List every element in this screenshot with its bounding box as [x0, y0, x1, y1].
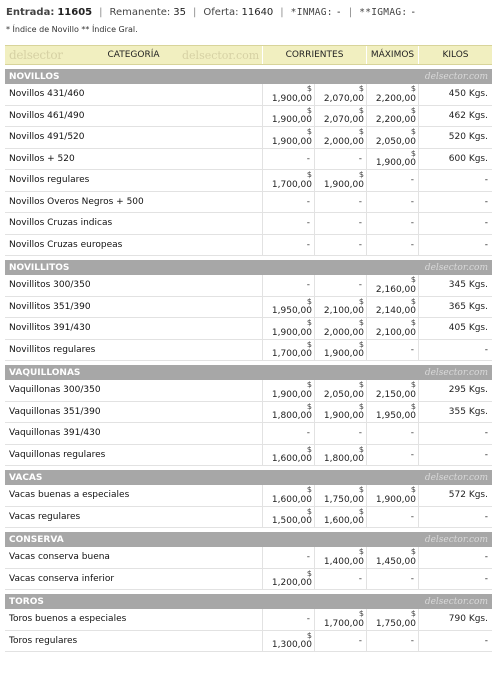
currency-symbol: $ [358, 127, 364, 136]
table-row [5, 297, 492, 319]
currency-symbol: $ [410, 401, 416, 411]
corrientes-min-cell [263, 235, 315, 256]
kilos-cell: 520 Kgs. [448, 132, 488, 143]
section-watermark: delsector.com [424, 262, 488, 273]
inmag-value: - [335, 6, 342, 18]
currency-symbol: $ [358, 105, 364, 115]
igmag-value: - [410, 6, 417, 18]
currency-symbol: $ [410, 296, 416, 306]
currency-symbol: $ [410, 84, 416, 93]
currency-symbol: $ [358, 506, 364, 516]
row-category: Novillos Overos Negros + 500 [5, 192, 263, 213]
currency-symbol: $ [306, 568, 312, 578]
remanente-stat [110, 7, 187, 18]
maximos-cell [367, 507, 419, 528]
kilos-cell: - [484, 635, 488, 646]
corrientes-min-cell [263, 340, 315, 361]
empty-value: - [306, 428, 310, 439]
oferta-value: 11640 [241, 6, 274, 18]
price-value: 1,600,00 [271, 494, 312, 505]
kilos-cell: 462 Kgs. [448, 110, 488, 121]
empty-value: - [358, 280, 362, 291]
price-value: 1,750,00 [375, 618, 416, 629]
empty-value: - [410, 511, 414, 522]
currency-symbol: $ [306, 170, 312, 179]
corrientes-max-cell [315, 149, 367, 170]
section-watermark: delsector.com [424, 596, 488, 607]
empty-value: - [358, 635, 362, 646]
maximos-cell [367, 127, 419, 148]
kilos-cell: - [484, 239, 488, 250]
corrientes-max-cell [315, 609, 367, 630]
currency-symbol: $ [358, 339, 364, 349]
corrientes-min-cell [263, 423, 315, 444]
table-header [5, 45, 492, 65]
igmag-stat [359, 7, 416, 18]
currency-symbol: $ [306, 485, 312, 494]
corrientes-min-cell [263, 213, 315, 234]
kilos-cell: 345 Kgs. [448, 280, 488, 291]
row-category: Novillos 431/460 [5, 84, 263, 105]
table-row [5, 402, 492, 424]
corrientes-min-cell [263, 609, 315, 630]
corrientes-min-cell [263, 507, 315, 528]
table-row [5, 631, 492, 653]
section-watermark: delsector.com [424, 71, 488, 82]
price-value: 2,150,00 [375, 389, 416, 400]
currency-symbol: $ [358, 318, 364, 327]
price-value: 1,800,00 [271, 411, 312, 421]
kilos-cell: 295 Kgs. [448, 385, 488, 396]
currency-symbol: $ [358, 84, 364, 93]
maximos-cell [367, 547, 419, 568]
empty-value: - [358, 428, 362, 439]
remanente-label: Remanente: [109, 6, 171, 18]
currency-symbol: $ [358, 547, 364, 556]
section-header [5, 365, 492, 380]
price-value: 2,050,00 [323, 389, 364, 400]
row-category: Toros regulares [5, 631, 263, 652]
kilos-cell: 790 Kgs. [448, 614, 488, 625]
price-value: 1,900,00 [323, 411, 364, 421]
price-value: 2,000,00 [323, 327, 364, 338]
row-category: Vacas conserva buena [5, 547, 263, 568]
row-category: Novillitos 300/350 [5, 275, 263, 296]
price-value: 1,700,00 [271, 179, 312, 190]
table-row [5, 84, 492, 106]
corrientes-max-cell [315, 235, 367, 256]
kilos-cell: 572 Kgs. [448, 490, 488, 501]
empty-value: - [358, 573, 362, 584]
empty-value: - [358, 218, 362, 229]
currency-symbol: $ [410, 127, 416, 136]
maximos-cell [367, 380, 419, 401]
entrada-value: 11605 [57, 6, 93, 18]
corrientes-min-cell [263, 170, 315, 191]
kilos-cell: - [484, 552, 488, 563]
empty-value: - [358, 196, 362, 207]
currency-symbol: $ [410, 105, 416, 115]
maximos-cell [367, 609, 419, 630]
corrientes-max-cell [315, 423, 367, 444]
price-value: 2,140,00 [375, 306, 416, 316]
price-value: 2,200,00 [375, 93, 416, 104]
price-value: 1,200,00 [271, 578, 312, 588]
separator: | [193, 6, 197, 18]
corrientes-max-cell [315, 485, 367, 506]
table-row [5, 547, 492, 569]
table-row [5, 609, 492, 631]
kilos-cell: - [484, 511, 488, 522]
kilos-cell: - [484, 573, 488, 584]
section-title: NOVILLOS [9, 71, 60, 82]
corrientes-min-cell [263, 547, 315, 568]
currency-symbol: $ [410, 609, 416, 618]
corrientes-min-cell [263, 485, 315, 506]
kilos-cell: - [484, 449, 488, 460]
maximos-cell [367, 192, 419, 213]
price-value: 1,750,00 [323, 494, 364, 505]
price-value: 1,900,00 [375, 494, 416, 505]
section-header [5, 69, 492, 84]
corrientes-min-cell [263, 106, 315, 127]
corrientes-max-cell [315, 402, 367, 423]
header-kilos: KILOS [442, 50, 469, 60]
table-row [5, 423, 492, 445]
table-row [5, 380, 492, 402]
maximos-cell [367, 213, 419, 234]
price-value: 1,950,00 [271, 306, 312, 316]
table-row [5, 275, 492, 297]
table-row [5, 235, 492, 257]
kilos-cell: - [484, 218, 488, 229]
separator: | [348, 6, 353, 18]
entrada-stat [6, 7, 92, 18]
table-row [5, 106, 492, 128]
row-category: Novillos 461/490 [5, 106, 263, 127]
corrientes-max-cell [315, 569, 367, 590]
currency-symbol: $ [306, 401, 312, 411]
empty-value: - [410, 449, 414, 460]
empty-value: - [410, 635, 414, 646]
section-rows [5, 485, 492, 528]
remanente-value: 35 [173, 6, 187, 18]
price-value: 1,400,00 [323, 556, 364, 567]
corrientes-max-cell [315, 106, 367, 127]
table-row [5, 318, 492, 340]
row-category: Novillos regulares [5, 170, 263, 191]
price-table [5, 45, 492, 652]
currency-symbol: $ [306, 105, 312, 115]
corrientes-max-cell [315, 192, 367, 213]
kilos-cell: - [484, 196, 488, 207]
currency-symbol: $ [358, 296, 364, 306]
row-category: Novillitos 391/430 [5, 318, 263, 339]
price-value: 1,900,00 [375, 158, 416, 168]
section-rows [5, 609, 492, 652]
currency-symbol: $ [306, 318, 312, 327]
price-value: 1,500,00 [271, 516, 312, 526]
empty-value: - [306, 552, 310, 563]
kilos-cell: 355 Kgs. [448, 406, 488, 417]
price-value: 1,600,00 [323, 516, 364, 526]
corrientes-max-cell [315, 170, 367, 191]
row-category: Novillos + 520 [5, 149, 263, 170]
corrientes-min-cell [263, 402, 315, 423]
row-category: Novillitos regulares [5, 340, 263, 361]
section-title: TOROS [9, 596, 44, 607]
currency-symbol: $ [306, 127, 312, 136]
section-watermark: delsector.com [424, 367, 488, 378]
separator: | [99, 6, 103, 18]
currency-symbol: $ [410, 485, 416, 494]
price-value: 2,200,00 [375, 115, 416, 125]
table-row [5, 485, 492, 507]
currency-symbol: $ [306, 296, 312, 306]
entrada-label: Entrada: [6, 6, 55, 18]
price-value: 1,900,00 [271, 327, 312, 338]
kilos-cell: 365 Kgs. [448, 301, 488, 312]
table-row [5, 170, 492, 192]
delsector-logo: delsector [9, 48, 63, 62]
empty-value: - [306, 218, 310, 229]
maximos-cell [367, 297, 419, 318]
currency-symbol: $ [410, 547, 416, 556]
corrientes-min-cell [263, 275, 315, 296]
currency-symbol: $ [306, 444, 312, 454]
section-title: VAQUILLONAS [9, 367, 81, 378]
price-value: 1,900,00 [323, 349, 364, 359]
header-categoria-label: CATEGORÍA [107, 50, 160, 60]
market-summary-bar [6, 3, 491, 21]
inmag-stat [291, 7, 342, 18]
table-row [5, 340, 492, 362]
corrientes-min-cell [263, 569, 315, 590]
section-rows [5, 380, 492, 466]
price-value: 2,100,00 [323, 306, 364, 316]
row-category: Novillos 491/520 [5, 127, 263, 148]
maximos-cell [367, 170, 419, 191]
row-category: Vacas conserva inferior [5, 569, 263, 590]
empty-value: - [410, 218, 414, 229]
empty-value: - [306, 280, 310, 291]
section-header [5, 470, 492, 485]
corrientes-min-cell [263, 127, 315, 148]
section-rows [5, 547, 492, 590]
price-value: 1,300,00 [271, 640, 312, 650]
corrientes-min-cell [263, 297, 315, 318]
corrientes-min-cell [263, 84, 315, 105]
maximos-cell [367, 423, 419, 444]
empty-value: - [306, 153, 310, 164]
row-category: Vaquillonas regulares [5, 445, 263, 466]
currency-symbol: $ [358, 380, 364, 389]
price-value: 1,450,00 [375, 556, 416, 567]
currency-symbol: $ [306, 506, 312, 516]
currency-symbol: $ [358, 170, 364, 179]
price-value: 1,950,00 [375, 411, 416, 421]
header-categoria [5, 46, 263, 64]
corrientes-min-cell [263, 192, 315, 213]
currency-symbol: $ [306, 630, 312, 640]
corrientes-max-cell [315, 631, 367, 652]
corrientes-min-cell [263, 380, 315, 401]
empty-value: - [306, 196, 310, 207]
table-row [5, 445, 492, 467]
currency-symbol: $ [306, 339, 312, 349]
price-value: 1,900,00 [271, 115, 312, 125]
row-category: Novillos Cruzas europeas [5, 235, 263, 256]
currency-symbol: $ [358, 444, 364, 454]
kilos-cell: - [484, 175, 488, 186]
oferta-stat [203, 7, 273, 18]
currency-symbol: $ [358, 485, 364, 494]
maximos-cell [367, 631, 419, 652]
row-category: Vacas regulares [5, 507, 263, 528]
maximos-cell [367, 485, 419, 506]
row-category: Vaquillonas 351/390 [5, 402, 263, 423]
currency-symbol: $ [358, 401, 364, 411]
corrientes-max-cell [315, 318, 367, 339]
empty-value: - [358, 153, 362, 164]
corrientes-max-cell [315, 213, 367, 234]
price-value: 2,000,00 [323, 136, 364, 147]
currency-symbol: $ [306, 84, 312, 93]
igmag-label: **IGMAG: [359, 6, 408, 18]
row-category: Vaquillonas 391/430 [5, 423, 263, 444]
maximos-cell [367, 402, 419, 423]
table-row [5, 507, 492, 529]
oferta-label: Oferta: [203, 6, 239, 18]
price-value: 2,050,00 [375, 136, 416, 147]
price-value: 2,100,00 [375, 327, 416, 338]
currency-symbol: $ [410, 148, 416, 158]
currency-symbol: $ [410, 318, 416, 327]
empty-value: - [410, 344, 414, 355]
section-rows [5, 275, 492, 361]
empty-value: - [358, 239, 362, 250]
row-category: Novillitos 351/390 [5, 297, 263, 318]
price-value: 1,900,00 [271, 389, 312, 400]
corrientes-max-cell [315, 84, 367, 105]
table-row [5, 149, 492, 171]
kilos-cell: 405 Kgs. [448, 323, 488, 334]
section-watermark: delsector.com [424, 472, 488, 483]
section-title: NOVILLITOS [9, 262, 70, 273]
index-footnote: * Índice de Novillo ** Índice Gral. [6, 25, 138, 34]
empty-value: - [410, 428, 414, 439]
price-value: 2,070,00 [323, 115, 364, 125]
price-value: 1,700,00 [271, 349, 312, 359]
empty-value: - [410, 196, 414, 207]
header-maximos: MÁXIMOS [367, 46, 419, 64]
row-category: Toros buenos a especiales [5, 609, 263, 630]
section-title: VACAS [9, 472, 43, 483]
table-row [5, 127, 492, 149]
price-value: 1,600,00 [271, 454, 312, 464]
table-body [5, 69, 492, 652]
empty-value: - [410, 573, 414, 584]
corrientes-max-cell [315, 275, 367, 296]
section-title: CONSERVA [9, 534, 64, 545]
price-value: 1,900,00 [271, 93, 312, 104]
table-row [5, 569, 492, 591]
kilos-cell: - [484, 428, 488, 439]
corrientes-max-cell [315, 127, 367, 148]
corrientes-min-cell [263, 631, 315, 652]
corrientes-max-cell [315, 297, 367, 318]
price-value: 2,070,00 [323, 93, 364, 104]
currency-symbol: $ [306, 380, 312, 389]
separator: | [280, 6, 284, 18]
table-row [5, 213, 492, 235]
kilos-cell: - [484, 344, 488, 355]
price-value: 1,900,00 [323, 179, 364, 190]
header-corrientes: CORRIENTES [263, 46, 367, 64]
section-header [5, 594, 492, 609]
currency-symbol: $ [358, 609, 364, 618]
row-category: Novillos Cruzas indicas [5, 213, 263, 234]
corrientes-min-cell [263, 318, 315, 339]
kilos-cell: 450 Kgs. [448, 89, 488, 100]
currency-symbol: $ [410, 275, 416, 284]
maximos-cell [367, 235, 419, 256]
corrientes-max-cell [315, 445, 367, 466]
maximos-cell [367, 340, 419, 361]
table-row [5, 192, 492, 214]
section-rows [5, 84, 492, 256]
price-value: 1,800,00 [323, 454, 364, 464]
maximos-cell [367, 275, 419, 296]
price-value: 1,900,00 [271, 136, 312, 147]
kilos-cell: 600 Kgs. [448, 153, 488, 164]
corrientes-min-cell [263, 149, 315, 170]
corrientes-max-cell [315, 507, 367, 528]
row-category: Vaquillonas 300/350 [5, 380, 263, 401]
corrientes-max-cell [315, 340, 367, 361]
price-value: 1,700,00 [323, 618, 364, 629]
maximos-cell [367, 149, 419, 170]
maximos-cell [367, 318, 419, 339]
section-watermark: delsector.com [424, 534, 488, 545]
empty-value: - [410, 239, 414, 250]
corrientes-min-cell [263, 445, 315, 466]
maximos-cell [367, 106, 419, 127]
delsector-logo-watermark: delsector.com [182, 49, 260, 62]
maximos-cell [367, 569, 419, 590]
price-value: 2,160,00 [375, 284, 416, 295]
currency-symbol: $ [410, 380, 416, 389]
section-header [5, 260, 492, 275]
corrientes-max-cell [315, 547, 367, 568]
maximos-cell [367, 445, 419, 466]
maximos-cell [367, 84, 419, 105]
empty-value: - [410, 175, 414, 186]
section-header [5, 532, 492, 547]
empty-value: - [306, 614, 310, 625]
empty-value: - [306, 239, 310, 250]
corrientes-max-cell [315, 380, 367, 401]
row-category: Vacas buenas a especiales [5, 485, 263, 506]
inmag-label: *INMAG: [290, 6, 333, 18]
